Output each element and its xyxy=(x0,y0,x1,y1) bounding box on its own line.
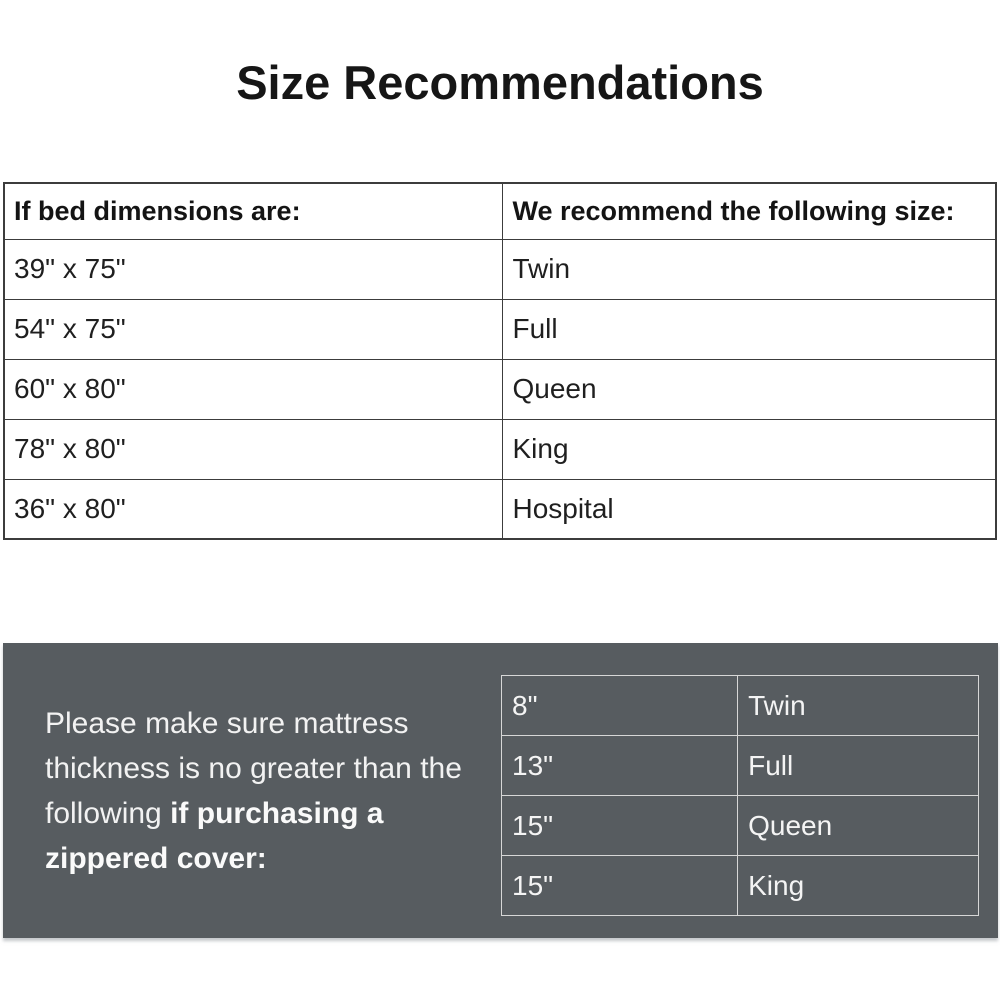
table-row xyxy=(502,856,979,916)
zippered-cover-note-panel xyxy=(3,643,998,938)
cell-thickness: 13" xyxy=(502,736,738,796)
cell-thickness: 15" xyxy=(502,856,738,916)
cell-size: Full xyxy=(738,736,979,796)
table-row xyxy=(4,299,996,359)
page-title: Size Recommendations xyxy=(236,56,764,109)
cell-dimensions: 78" x 80" xyxy=(4,419,503,479)
cell-dimensions: 60" x 80" xyxy=(4,359,503,419)
cell-thickness: 15" xyxy=(502,796,738,856)
cell-size: Twin xyxy=(503,239,996,299)
table-row xyxy=(502,736,979,796)
size-table-body xyxy=(4,239,996,539)
cell-size: King xyxy=(503,419,996,479)
table-row xyxy=(4,419,996,479)
cell-size: Twin xyxy=(738,676,979,736)
cell-size: Hospital xyxy=(503,479,996,539)
cell-dimensions: 39" x 75" xyxy=(4,239,503,299)
cell-size: King xyxy=(738,856,979,916)
table-row xyxy=(4,479,996,539)
header-bed-dimensions: If bed dimensions are: xyxy=(4,183,503,239)
size-table-header xyxy=(4,183,996,239)
cell-size: Queen xyxy=(503,359,996,419)
thickness-note-text xyxy=(45,701,473,881)
cell-dimensions: 36" x 80" xyxy=(4,479,503,539)
cell-size: Queen xyxy=(738,796,979,856)
table-row xyxy=(4,239,996,299)
mattress-thickness-table xyxy=(501,675,979,916)
note-text-bold: if purchasing a zippered cover: xyxy=(45,797,384,875)
table-row xyxy=(502,676,979,736)
table-row xyxy=(502,796,979,856)
size-recommendation-table xyxy=(3,182,997,540)
header-recommended-size: We recommend the following size: xyxy=(503,183,996,239)
thickness-table-body xyxy=(502,676,979,916)
table-header-row xyxy=(4,183,996,239)
cell-size: Full xyxy=(503,299,996,359)
cell-dimensions: 54" x 75" xyxy=(4,299,503,359)
table-row xyxy=(4,359,996,419)
note-text-regular: Please make sure mattress thickness is no greater than the following xyxy=(45,707,462,830)
cell-thickness: 8" xyxy=(502,676,738,736)
